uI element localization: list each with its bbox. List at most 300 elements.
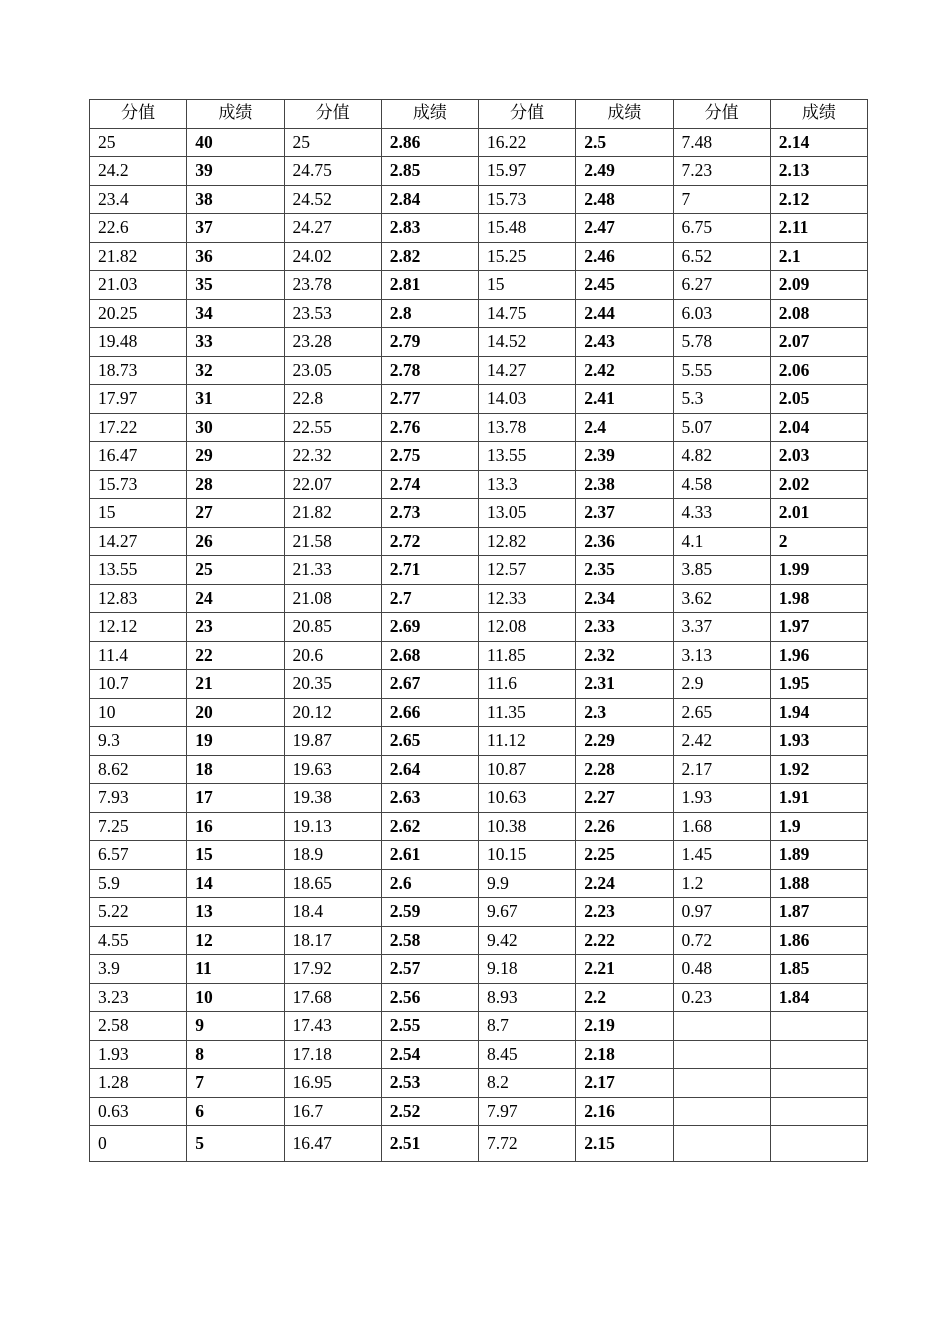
grade-cell: 2.15	[576, 1126, 673, 1162]
grade-cell: 2.25	[576, 841, 673, 870]
table-row	[90, 1097, 868, 1126]
grade-cell: 2.08	[770, 299, 867, 328]
score-value-cell: 13.78	[479, 413, 576, 442]
grade-cell: 2	[770, 527, 867, 556]
score-value-cell: 13.55	[90, 556, 187, 585]
score-value-cell: 14.52	[479, 328, 576, 357]
grade-cell: 19	[187, 727, 284, 756]
grade-cell: 2.86	[381, 128, 478, 157]
score-value-cell: 10.87	[479, 755, 576, 784]
score-value-cell: 1.2	[673, 869, 770, 898]
score-value-cell: 15	[479, 271, 576, 300]
score-value-cell: 22.55	[284, 413, 381, 442]
grade-cell: 2.2	[576, 983, 673, 1012]
column-header-score-value: 分值	[284, 100, 381, 129]
table-row	[90, 157, 868, 186]
table-row	[90, 527, 868, 556]
score-value-cell: 1.93	[673, 784, 770, 813]
grade-cell: 1.99	[770, 556, 867, 585]
grade-cell: 2.52	[381, 1097, 478, 1126]
score-value-cell: 13.05	[479, 499, 576, 528]
grade-cell: 13	[187, 898, 284, 927]
score-value-cell: 21.82	[284, 499, 381, 528]
grade-cell: 2.33	[576, 613, 673, 642]
column-header-grade: 成绩	[576, 100, 673, 129]
score-value-cell: 15.48	[479, 214, 576, 243]
column-header-grade: 成绩	[770, 100, 867, 129]
score-value-cell: 11.35	[479, 698, 576, 727]
score-value-cell: 6.03	[673, 299, 770, 328]
table-row	[90, 299, 868, 328]
score-value-cell: 22.32	[284, 442, 381, 471]
score-value-cell: 2.58	[90, 1012, 187, 1041]
score-value-cell: 24.75	[284, 157, 381, 186]
grade-cell: 2.1	[770, 242, 867, 271]
grade-cell: 2.5	[576, 128, 673, 157]
score-value-cell: 2.42	[673, 727, 770, 756]
score-value-cell: 11.6	[479, 670, 576, 699]
score-value-cell: 1.68	[673, 812, 770, 841]
grade-cell: 15	[187, 841, 284, 870]
grade-cell: 1.91	[770, 784, 867, 813]
table-row	[90, 328, 868, 357]
score-value-cell: 16.47	[284, 1126, 381, 1162]
score-value-cell: 25	[284, 128, 381, 157]
table-row	[90, 1126, 868, 1162]
score-value-cell: 8.7	[479, 1012, 576, 1041]
grade-cell: 2.24	[576, 869, 673, 898]
grade-cell: 2.05	[770, 385, 867, 414]
score-value-cell: 7.48	[673, 128, 770, 157]
score-value-cell: 12.12	[90, 613, 187, 642]
grade-cell: 34	[187, 299, 284, 328]
grade-cell: 1.85	[770, 955, 867, 984]
grade-cell: 31	[187, 385, 284, 414]
grade-cell: 2.13	[770, 157, 867, 186]
grade-cell: 2.28	[576, 755, 673, 784]
grade-cell: 2.84	[381, 185, 478, 214]
grade-cell: 2.65	[381, 727, 478, 756]
table-row	[90, 784, 868, 813]
score-value-cell: 10.15	[479, 841, 576, 870]
grade-cell: 2.27	[576, 784, 673, 813]
table-row	[90, 727, 868, 756]
grade-cell: 2.83	[381, 214, 478, 243]
grade-cell: 2.74	[381, 470, 478, 499]
score-value-cell: 10.38	[479, 812, 576, 841]
score-value-cell: 11.4	[90, 641, 187, 670]
score-value-cell: 21.08	[284, 584, 381, 613]
grade-cell: 2.63	[381, 784, 478, 813]
grade-cell: 2.17	[576, 1069, 673, 1098]
grade-cell: 2.14	[770, 128, 867, 157]
score-value-cell	[673, 1012, 770, 1041]
score-value-cell: 21.82	[90, 242, 187, 271]
score-value-cell: 20.85	[284, 613, 381, 642]
grade-cell: 12	[187, 926, 284, 955]
score-value-cell: 8.45	[479, 1040, 576, 1069]
column-header-grade: 成绩	[381, 100, 478, 129]
score-value-cell: 14.03	[479, 385, 576, 414]
score-value-cell: 7.23	[673, 157, 770, 186]
grade-cell: 2.21	[576, 955, 673, 984]
score-value-cell: 13.55	[479, 442, 576, 471]
score-value-cell: 2.17	[673, 755, 770, 784]
grade-cell: 23	[187, 613, 284, 642]
grade-cell: 1.87	[770, 898, 867, 927]
grade-cell: 6	[187, 1097, 284, 1126]
column-header-score-value: 分值	[673, 100, 770, 129]
grade-cell: 2.68	[381, 641, 478, 670]
grade-cell: 2.55	[381, 1012, 478, 1041]
score-value-cell: 13.3	[479, 470, 576, 499]
grade-cell: 2.23	[576, 898, 673, 927]
score-value-cell: 7	[673, 185, 770, 214]
grade-cell: 26	[187, 527, 284, 556]
grade-cell: 2.7	[381, 584, 478, 613]
score-value-cell: 5.07	[673, 413, 770, 442]
score-value-cell: 8.93	[479, 983, 576, 1012]
grade-cell: 1.89	[770, 841, 867, 870]
table-row	[90, 955, 868, 984]
table-row	[90, 385, 868, 414]
score-value-cell: 6.57	[90, 841, 187, 870]
score-value-cell: 8.2	[479, 1069, 576, 1098]
grade-cell: 22	[187, 641, 284, 670]
score-value-cell: 20.12	[284, 698, 381, 727]
score-value-cell: 19.87	[284, 727, 381, 756]
score-value-cell: 12.57	[479, 556, 576, 585]
grade-cell: 2.04	[770, 413, 867, 442]
table-row	[90, 698, 868, 727]
grade-cell: 2.64	[381, 755, 478, 784]
score-value-cell: 19.13	[284, 812, 381, 841]
score-value-cell: 23.53	[284, 299, 381, 328]
grade-cell: 2.34	[576, 584, 673, 613]
score-value-cell: 9.42	[479, 926, 576, 955]
table-row	[90, 470, 868, 499]
grade-cell: 2.41	[576, 385, 673, 414]
grade-cell: 2.69	[381, 613, 478, 642]
grade-cell: 2.59	[381, 898, 478, 927]
score-value-cell: 3.23	[90, 983, 187, 1012]
score-value-cell: 19.38	[284, 784, 381, 813]
grade-cell: 8	[187, 1040, 284, 1069]
grade-cell: 24	[187, 584, 284, 613]
score-value-cell	[673, 1040, 770, 1069]
score-value-cell: 24.02	[284, 242, 381, 271]
score-value-cell: 16.7	[284, 1097, 381, 1126]
grade-cell: 5	[187, 1126, 284, 1162]
score-value-cell: 15.25	[479, 242, 576, 271]
grade-cell: 2.09	[770, 271, 867, 300]
table-body	[90, 128, 868, 1162]
score-value-cell	[673, 1097, 770, 1126]
score-value-cell: 21.58	[284, 527, 381, 556]
grade-cell: 2.47	[576, 214, 673, 243]
score-value-cell: 22.07	[284, 470, 381, 499]
grade-cell: 2.58	[381, 926, 478, 955]
score-value-cell: 9.18	[479, 955, 576, 984]
score-value-cell: 9.67	[479, 898, 576, 927]
grade-cell: 27	[187, 499, 284, 528]
score-value-cell: 9.9	[479, 869, 576, 898]
grade-cell: 1.86	[770, 926, 867, 955]
score-value-cell: 10.7	[90, 670, 187, 699]
grade-cell: 33	[187, 328, 284, 357]
grade-cell: 7	[187, 1069, 284, 1098]
grade-cell: 2.49	[576, 157, 673, 186]
grade-cell	[770, 1069, 867, 1098]
table-row	[90, 1069, 868, 1098]
grade-cell: 2.16	[576, 1097, 673, 1126]
score-value-cell: 2.9	[673, 670, 770, 699]
score-value-cell: 8.62	[90, 755, 187, 784]
score-value-cell: 21.03	[90, 271, 187, 300]
grade-cell: 2.31	[576, 670, 673, 699]
grade-cell	[770, 1012, 867, 1041]
grade-cell: 25	[187, 556, 284, 585]
score-value-cell: 4.1	[673, 527, 770, 556]
table-row	[90, 242, 868, 271]
grade-cell: 2.8	[381, 299, 478, 328]
score-value-cell: 11.12	[479, 727, 576, 756]
score-value-cell: 15.73	[479, 185, 576, 214]
score-value-cell	[673, 1126, 770, 1162]
grade-cell: 2.12	[770, 185, 867, 214]
score-value-cell: 18.9	[284, 841, 381, 870]
column-header-grade: 成绩	[187, 100, 284, 129]
score-value-cell: 14.27	[90, 527, 187, 556]
score-value-cell: 16.22	[479, 128, 576, 157]
grade-cell: 2.37	[576, 499, 673, 528]
grade-cell: 2.48	[576, 185, 673, 214]
grade-cell: 2.78	[381, 356, 478, 385]
score-value-cell: 19.48	[90, 328, 187, 357]
score-value-cell: 7.72	[479, 1126, 576, 1162]
score-value-cell: 20.6	[284, 641, 381, 670]
grade-cell: 2.46	[576, 242, 673, 271]
grade-cell: 2.71	[381, 556, 478, 585]
score-value-cell: 15	[90, 499, 187, 528]
grade-cell: 38	[187, 185, 284, 214]
grade-cell: 28	[187, 470, 284, 499]
score-value-cell: 9.3	[90, 727, 187, 756]
table-row	[90, 670, 868, 699]
score-value-cell: 6.27	[673, 271, 770, 300]
grade-cell: 1.96	[770, 641, 867, 670]
grade-cell: 2.73	[381, 499, 478, 528]
grade-cell: 37	[187, 214, 284, 243]
grade-cell: 32	[187, 356, 284, 385]
table-row	[90, 442, 868, 471]
score-value-cell: 12.08	[479, 613, 576, 642]
score-value-cell: 17.22	[90, 413, 187, 442]
grade-cell: 1.93	[770, 727, 867, 756]
grade-cell: 1.84	[770, 983, 867, 1012]
grade-cell: 17	[187, 784, 284, 813]
grade-cell: 2.01	[770, 499, 867, 528]
table-row	[90, 413, 868, 442]
grade-cell: 1.98	[770, 584, 867, 613]
header-row	[90, 100, 868, 129]
score-value-cell: 15.97	[479, 157, 576, 186]
score-value-cell: 1.45	[673, 841, 770, 870]
grade-cell: 1.95	[770, 670, 867, 699]
grade-cell: 2.02	[770, 470, 867, 499]
score-value-cell: 1.93	[90, 1040, 187, 1069]
grade-cell: 2.82	[381, 242, 478, 271]
grade-cell: 2.62	[381, 812, 478, 841]
grade-cell: 11	[187, 955, 284, 984]
grade-cell: 2.03	[770, 442, 867, 471]
table-row	[90, 812, 868, 841]
score-value-cell: 17.97	[90, 385, 187, 414]
grade-cell: 40	[187, 128, 284, 157]
score-value-cell: 23.28	[284, 328, 381, 357]
grade-cell	[770, 1040, 867, 1069]
grade-cell: 2.61	[381, 841, 478, 870]
score-value-cell: 17.92	[284, 955, 381, 984]
grade-cell: 2.06	[770, 356, 867, 385]
score-value-cell: 20.25	[90, 299, 187, 328]
table-row	[90, 755, 868, 784]
grade-cell: 2.45	[576, 271, 673, 300]
score-value-cell: 7.97	[479, 1097, 576, 1126]
grade-cell: 2.22	[576, 926, 673, 955]
score-value-cell: 21.33	[284, 556, 381, 585]
score-value-cell: 22.8	[284, 385, 381, 414]
grade-cell: 2.44	[576, 299, 673, 328]
score-value-cell: 12.33	[479, 584, 576, 613]
score-value-cell: 5.22	[90, 898, 187, 927]
score-value-cell: 24.52	[284, 185, 381, 214]
grade-cell: 2.19	[576, 1012, 673, 1041]
score-value-cell: 18.65	[284, 869, 381, 898]
grade-cell: 2.85	[381, 157, 478, 186]
score-value-cell: 17.43	[284, 1012, 381, 1041]
table-row	[90, 214, 868, 243]
score-value-cell: 3.9	[90, 955, 187, 984]
score-value-cell: 3.37	[673, 613, 770, 642]
grade-cell: 2.18	[576, 1040, 673, 1069]
column-header-score-value: 分值	[90, 100, 187, 129]
grade-cell: 10	[187, 983, 284, 1012]
grade-cell: 9	[187, 1012, 284, 1041]
grade-cell: 2.77	[381, 385, 478, 414]
score-value-cell: 16.47	[90, 442, 187, 471]
score-value-cell: 6.75	[673, 214, 770, 243]
table-row	[90, 869, 868, 898]
grade-cell: 2.75	[381, 442, 478, 471]
grade-cell: 2.56	[381, 983, 478, 1012]
column-header-score-value: 分值	[479, 100, 576, 129]
grade-cell: 2.3	[576, 698, 673, 727]
score-value-cell: 3.62	[673, 584, 770, 613]
score-value-cell: 24.27	[284, 214, 381, 243]
table-row	[90, 613, 868, 642]
score-value-cell: 7.25	[90, 812, 187, 841]
grade-cell: 2.66	[381, 698, 478, 727]
score-value-cell: 4.33	[673, 499, 770, 528]
table-row	[90, 641, 868, 670]
score-value-cell: 19.63	[284, 755, 381, 784]
grade-cell: 2.76	[381, 413, 478, 442]
grade-cell: 20	[187, 698, 284, 727]
grade-cell: 2.81	[381, 271, 478, 300]
score-value-cell: 25	[90, 128, 187, 157]
score-value-cell: 5.55	[673, 356, 770, 385]
score-value-cell: 5.9	[90, 869, 187, 898]
grade-cell: 1.88	[770, 869, 867, 898]
score-value-cell: 11.85	[479, 641, 576, 670]
score-value-cell: 20.35	[284, 670, 381, 699]
grade-cell: 36	[187, 242, 284, 271]
score-value-cell: 12.83	[90, 584, 187, 613]
score-value-cell: 10	[90, 698, 187, 727]
score-value-cell: 0.72	[673, 926, 770, 955]
score-value-cell: 18.17	[284, 926, 381, 955]
grade-cell: 1.92	[770, 755, 867, 784]
grade-cell	[770, 1097, 867, 1126]
score-value-cell: 5.78	[673, 328, 770, 357]
grade-cell: 39	[187, 157, 284, 186]
score-value-cell: 4.55	[90, 926, 187, 955]
score-value-cell: 2.65	[673, 698, 770, 727]
grade-cell: 2.26	[576, 812, 673, 841]
score-value-cell: 12.82	[479, 527, 576, 556]
score-value-cell: 7.93	[90, 784, 187, 813]
grade-cell: 2.29	[576, 727, 673, 756]
grade-cell: 2.38	[576, 470, 673, 499]
grade-cell: 2.79	[381, 328, 478, 357]
grade-cell: 2.43	[576, 328, 673, 357]
score-value-cell: 14.75	[479, 299, 576, 328]
score-value-cell: 4.82	[673, 442, 770, 471]
score-conversion-table	[89, 99, 868, 1162]
grade-cell: 2.51	[381, 1126, 478, 1162]
score-value-cell: 0.48	[673, 955, 770, 984]
score-value-cell	[673, 1069, 770, 1098]
grade-cell: 16	[187, 812, 284, 841]
grade-cell: 21	[187, 670, 284, 699]
score-value-cell: 4.58	[673, 470, 770, 499]
score-value-cell: 5.3	[673, 385, 770, 414]
table-row	[90, 356, 868, 385]
table-row	[90, 983, 868, 1012]
score-value-cell: 3.13	[673, 641, 770, 670]
score-value-cell: 18.73	[90, 356, 187, 385]
table-row	[90, 898, 868, 927]
grade-cell: 35	[187, 271, 284, 300]
grade-cell: 2.57	[381, 955, 478, 984]
score-value-cell: 17.68	[284, 983, 381, 1012]
grade-cell: 1.9	[770, 812, 867, 841]
grade-cell: 2.39	[576, 442, 673, 471]
grade-cell: 1.97	[770, 613, 867, 642]
grade-cell	[770, 1126, 867, 1162]
grade-cell: 2.32	[576, 641, 673, 670]
score-value-cell: 17.18	[284, 1040, 381, 1069]
score-value-cell: 10.63	[479, 784, 576, 813]
score-value-cell: 23.05	[284, 356, 381, 385]
table-row	[90, 271, 868, 300]
score-value-cell: 24.2	[90, 157, 187, 186]
grade-cell: 2.35	[576, 556, 673, 585]
score-value-cell: 0.23	[673, 983, 770, 1012]
grade-cell: 2.72	[381, 527, 478, 556]
score-value-cell: 23.4	[90, 185, 187, 214]
